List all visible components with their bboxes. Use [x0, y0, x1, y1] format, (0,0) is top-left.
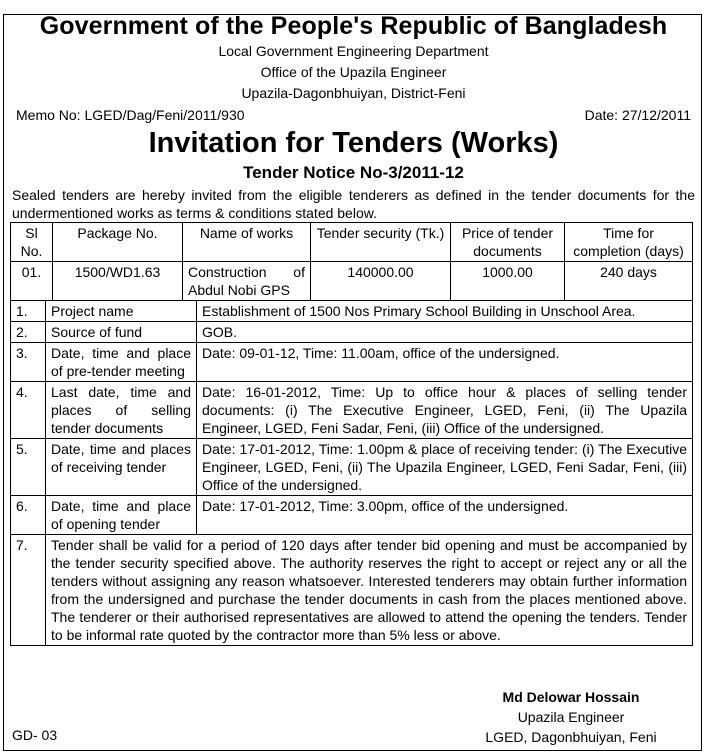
office-location: Upazila-Dagonbhuiyan, District-Feni [241, 85, 466, 101]
document-code: GD- 03 [12, 727, 58, 743]
cell-price: 1000.00 [451, 262, 565, 301]
signatory-designation: Upazila Engineer [517, 709, 625, 725]
page-title: Invitation for Tenders (Works) [148, 127, 559, 159]
detail-number: 7. [11, 535, 46, 646]
cell-works: Construction of Abdul Nobi GPS [183, 262, 311, 301]
detail-number: 1. [11, 301, 46, 322]
detail-label: Date, time and places of receiving tender [46, 439, 197, 496]
office-name: Office of the Upazila Engineer [260, 64, 447, 80]
detail-value: Date: 09-01-12, Time: 11.00am, office of the undersigned. [197, 343, 693, 382]
detail-number: 2. [11, 322, 46, 343]
detail-label: Date, time and place of opening tender [46, 496, 197, 535]
col-header-package: Package No. [53, 223, 183, 262]
col-header-sl: Sl No. [11, 223, 53, 262]
tender-notice-number: Tender Notice No-3/2011-12 [243, 163, 464, 182]
detail-number: 5. [11, 439, 46, 496]
col-header-completion: Time for completion (days) [565, 223, 693, 262]
detail-number: 6. [11, 496, 46, 535]
memo-number: Memo No: LGED/Dag/Feni/2011/930 [16, 107, 245, 123]
detail-label: Source of fund [46, 322, 197, 343]
detail-value: Establishment of 1500 Nos Primary School Building in Unschool Area. [197, 301, 693, 322]
detail-value: GOB. [197, 322, 693, 343]
signature-block [471, 687, 671, 747]
detail-number: 3. [11, 343, 46, 382]
detail-label: Project name [46, 301, 197, 322]
government-heading: Government of the People's Republic of Bangladesh [39, 12, 668, 40]
detail-label: Last date, time and places of selling tender documents [46, 382, 197, 439]
cell-sl: 01. [11, 262, 53, 301]
detail-value: Date: 17-01-2012, Time: 1.00pm & place of receiving tender: (i) The Executive Engineer, LGED, Feni, (ii) The Upazila Engineer, LGED, Feni Sadar, Feni, (iii) Office of the undersigned. [197, 439, 693, 496]
memo-date: Date: 27/12/2011 [584, 107, 691, 123]
detail-value: Date: 16-01-2012, Time: Up to office hour & places of selling tender documents: (i) The Executive Engineer, LGED, Feni, (ii) The Upazila Engineer, LGED, Feni Sadar, Feni, (iii) Office of the undersigned. [197, 382, 693, 439]
terms-paragraph: Tender shall be valid for a period of 120 days after tender bid opening and must be accompanied by the tender security specified above. The authority reserves the right to accept or reject any or all the tenders without assigning any reason whatsoever. Interested tenderers may obtain further information from the undersigned and purchase the tender documents in cash from the places mentioned above. The tenderer or their authorised representatives are allowed to attend the opening the tenders. Tender to be informal rate quoted by the contractor more than 5% less or above. [46, 535, 693, 646]
detail-label: Date, time and place of pre-tender meeting [46, 343, 197, 382]
signatory-name: Md Delowar Hossain [502, 689, 640, 705]
col-header-works: Name of works [183, 223, 311, 262]
signatory-office: LGED, Dagonbhuiyan, Feni [485, 729, 657, 745]
detail-value: Date: 17-01-2012, Time: 3.00pm, office of the undersigned. [197, 496, 693, 535]
memo-line [16, 104, 691, 126]
cell-completion: 240 days [565, 262, 693, 301]
col-header-price: Price of tender documents [451, 223, 565, 262]
col-header-security: Tender security (Tk.) [311, 223, 451, 262]
detail-number: 4. [11, 382, 46, 439]
cell-security: 140000.00 [311, 262, 451, 301]
intro-paragraph: Sealed tenders are hereby invited from the eligible tenderers as defined in the tender documents for the undermentioned works as terms & conditions stated below. [12, 187, 695, 221]
cell-package: 1500/WD1.63 [53, 262, 183, 301]
department-name: Local Government Engineering Department [218, 43, 489, 59]
